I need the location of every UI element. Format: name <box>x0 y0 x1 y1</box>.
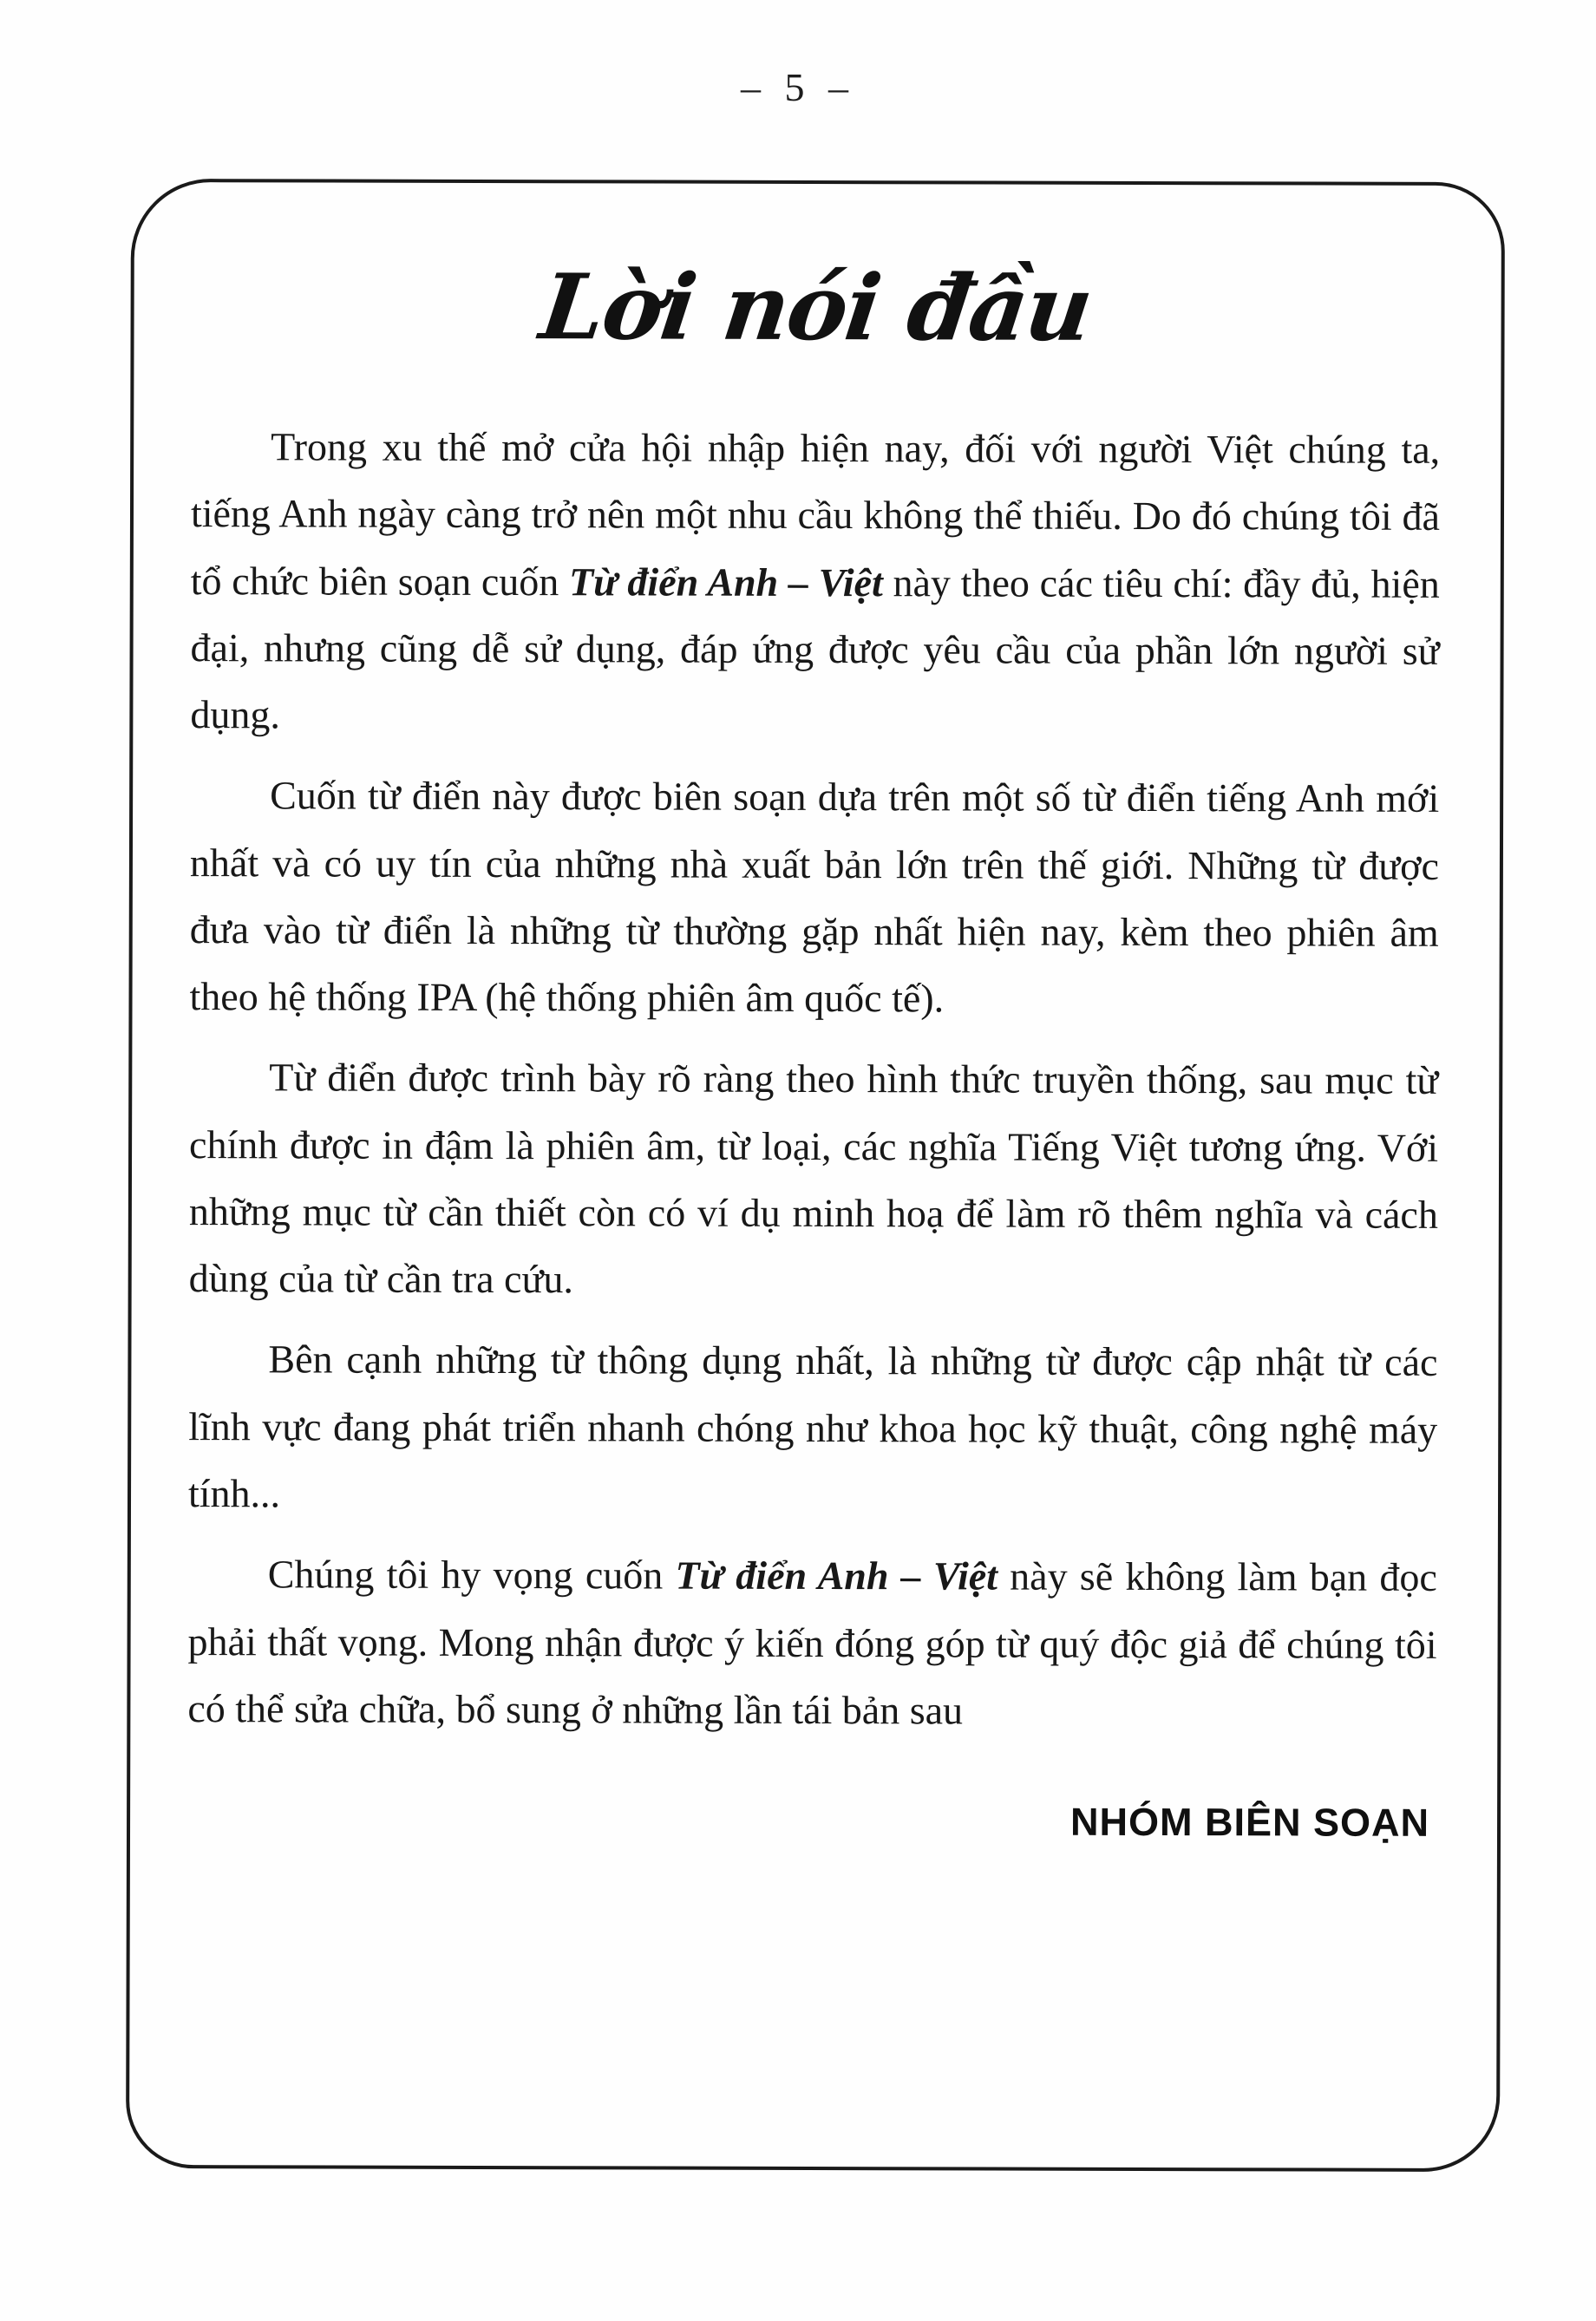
book-title-emphasis: Từ điển Anh – Việt <box>568 559 883 605</box>
paragraph-text: này sẽ không làm bạn đọc phải thất vọng. Mong nhận được ý kiến đóng góp từ quý độc giả để chúng tôi có thể sửa chữa, bổ sung ở những lần tái bản sau <box>187 1553 1437 1733</box>
paragraph-text: Chúng tôi hy vọng cuốn <box>267 1552 676 1598</box>
paragraph <box>189 1044 1439 1316</box>
paragraph-text: Trong xu thế mở cửa hội nhập hiện nay, đối với người Việt chúng ta, tiếng Anh ngày càng trở nên một nhu cầu không thể thiếu. Do đó chúng tôi đã tổ chức biên soạn cuốn <box>190 424 1441 604</box>
preface-border-box <box>126 179 1505 2172</box>
preface-title: Lời nói đầu <box>534 253 1097 362</box>
paragraph <box>189 762 1439 1033</box>
paragraph-text: Từ điển được trình bày rõ ràng theo hình thức truyền thống, sau mục từ chính được in đậm là phiên âm, từ loại, các nghĩa Tiếng Việt tương ứng. Với những mục từ cần thiết còn có ví dụ minh hoạ để làm rõ thêm nghĩa và cách dùng của từ cần tra cứu. <box>188 1055 1439 1302</box>
paragraph-text: Bên cạnh những từ thông dụng nhất, là những từ được cập nhật từ các lĩnh vực đang phát triển nhanh chóng như khoa học kỹ thuật, công nghệ máy tính... <box>187 1337 1438 1516</box>
book-title-emphasis: Từ điển Anh – Việt <box>675 1553 998 1599</box>
paragraph-text: Cuốn từ điển này được biên soạn dựa trên một số từ điển tiếng Anh mới nhất và có uy tín của những nhà xuất bản lớn trên thế giới. Những từ được đưa vào từ điển là những từ thường gặp nhất hiện nay, kèm theo phiên âm theo hệ thống IPA (hệ thống phiên âm quốc tế). <box>189 773 1440 1021</box>
paragraph <box>187 1540 1437 1745</box>
page-number: – 5 – <box>741 65 855 109</box>
signature-editors-group: NHÓM BIÊN SOẠN <box>1069 1799 1430 1845</box>
paragraph <box>188 1326 1438 1531</box>
paragraph <box>190 413 1440 751</box>
preface-body <box>187 413 1440 1745</box>
paragraph-text: này theo các tiêu chí: đầy đủ, hiện đại, nhưng cũng dễ sử dụng, đáp ứng được yêu cầu của phần lớn người sử dụng. <box>190 559 1440 737</box>
